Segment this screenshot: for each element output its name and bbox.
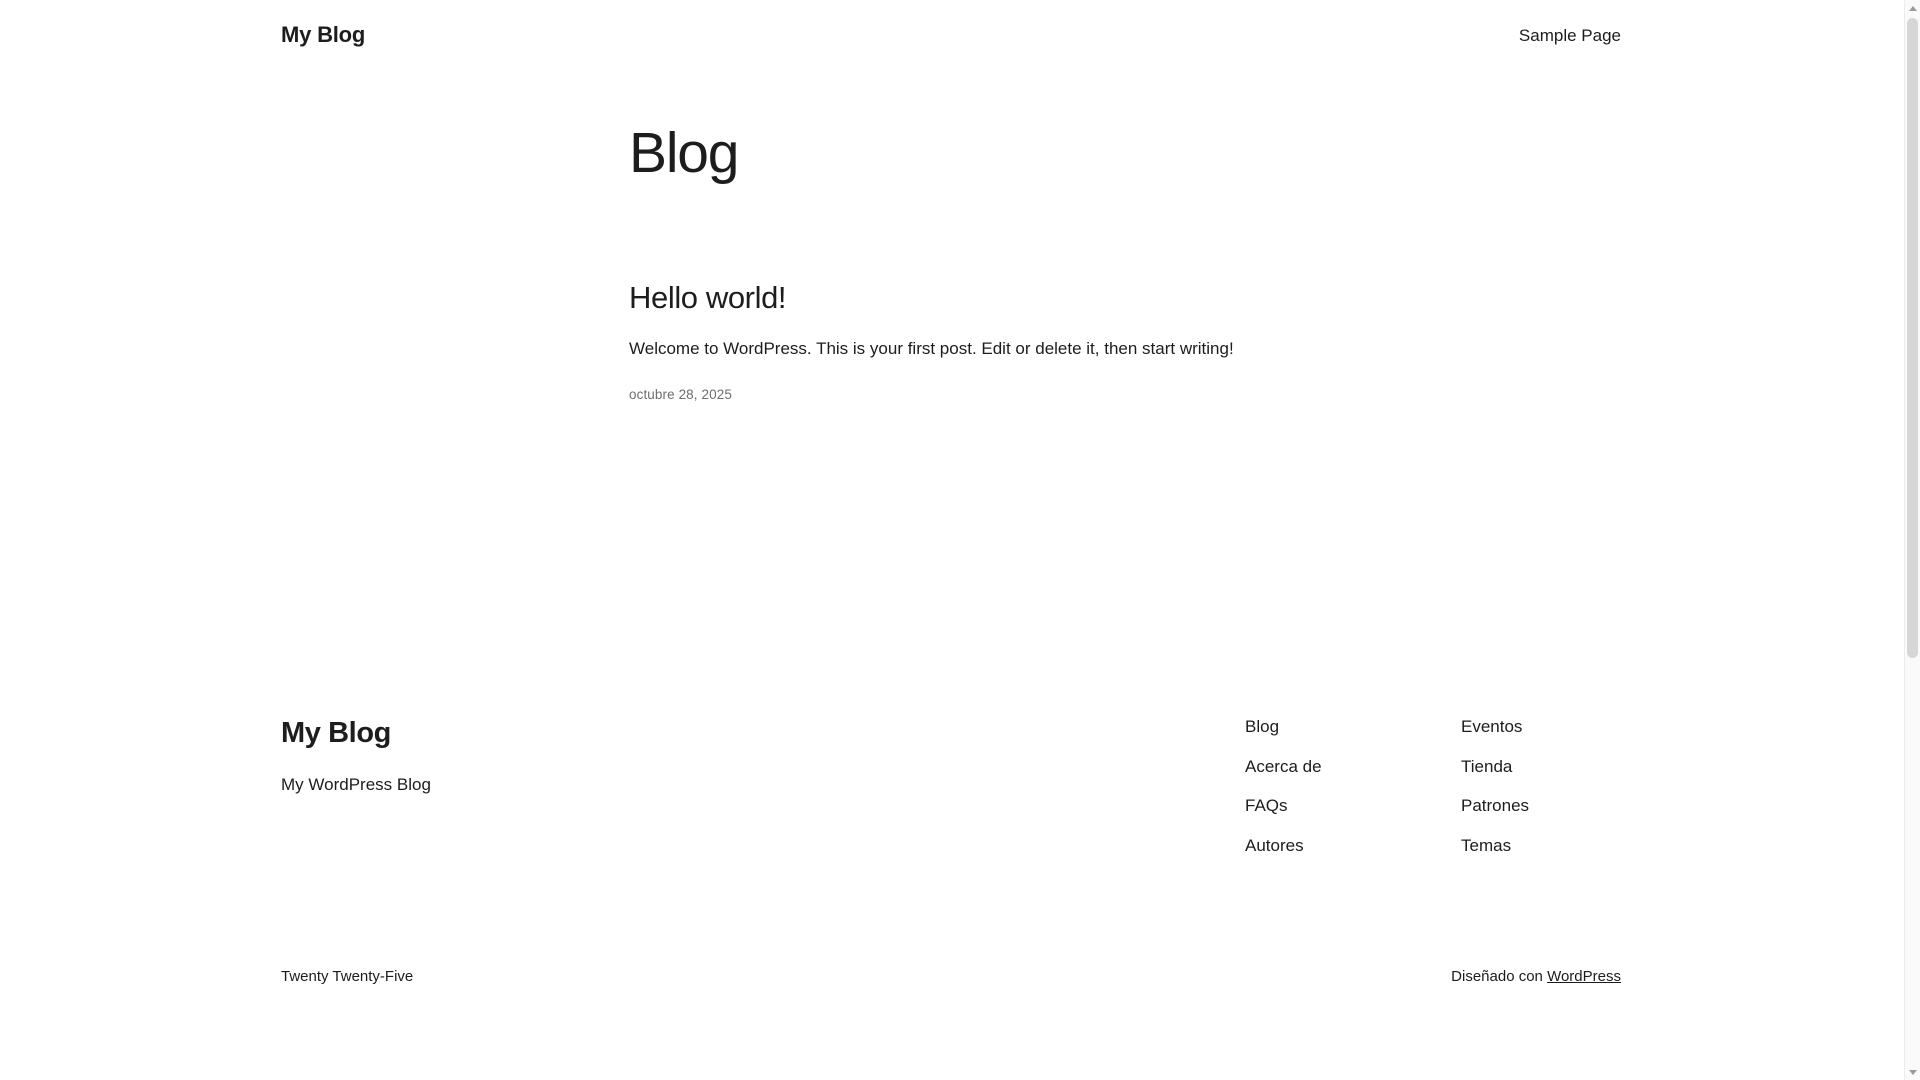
- post-item: [629, 279, 1629, 403]
- scroll-up-arrow-icon[interactable]: [1905, 0, 1920, 16]
- footer-nav-column-1: [1245, 718, 1393, 856]
- footer-link-faqs[interactable]: FAQs: [1245, 796, 1288, 816]
- footer-link-eventos[interactable]: Eventos: [1461, 717, 1523, 736]
- scrollbar-thumb[interactable]: [1907, 18, 1918, 658]
- footer-link-acerca-de[interactable]: Acerca de: [1245, 756, 1322, 776]
- footer-link-temas[interactable]: Temas: [1461, 836, 1512, 856]
- footer-navigation: [1245, 718, 1609, 856]
- site-footer: [0, 718, 1904, 985]
- nav-item-sample-page[interactable]: Sample Page: [1518, 25, 1621, 45]
- footer-credit-prefix: Diseñado con: [1451, 967, 1548, 985]
- footer-link-autores[interactable]: Autores: [1245, 836, 1304, 856]
- post-list: [629, 279, 1629, 403]
- post-title-link[interactable]: Hello world!: [629, 279, 787, 315]
- footer-credit-link[interactable]: WordPress: [1547, 967, 1621, 985]
- footer-top: [281, 718, 1621, 856]
- page-title: Blog: [629, 121, 739, 185]
- footer-brand: [281, 718, 431, 797]
- footer-link-patrones[interactable]: Patrones: [1461, 796, 1530, 816]
- footer-bottom: [281, 968, 1621, 985]
- header-navigation: [1519, 27, 1621, 44]
- footer-link-tienda[interactable]: Tienda: [1461, 756, 1513, 776]
- site-title-link[interactable]: My Blog: [281, 22, 366, 47]
- scroll-down-arrow-icon[interactable]: [1905, 1064, 1920, 1080]
- footer-link-blog[interactable]: Blog: [1245, 717, 1280, 736]
- footer-theme-name: Twenty Twenty-Five: [281, 967, 414, 985]
- post-title: [629, 279, 1629, 316]
- footer-nav-column-2: [1461, 718, 1609, 856]
- vertical-scrollbar[interactable]: [1904, 0, 1920, 1080]
- site-header: [0, 0, 1904, 70]
- post-date: octubre 28, 2025: [629, 387, 732, 403]
- footer-credit: [1451, 968, 1621, 985]
- footer-site-title[interactable]: My Blog: [281, 717, 391, 749]
- post-excerpt: Welcome to WordPress. This is your first post. Edit or delete it, then start writing!: [629, 338, 1234, 358]
- main-content: [629, 122, 1629, 402]
- footer-tagline: My WordPress Blog: [281, 774, 431, 794]
